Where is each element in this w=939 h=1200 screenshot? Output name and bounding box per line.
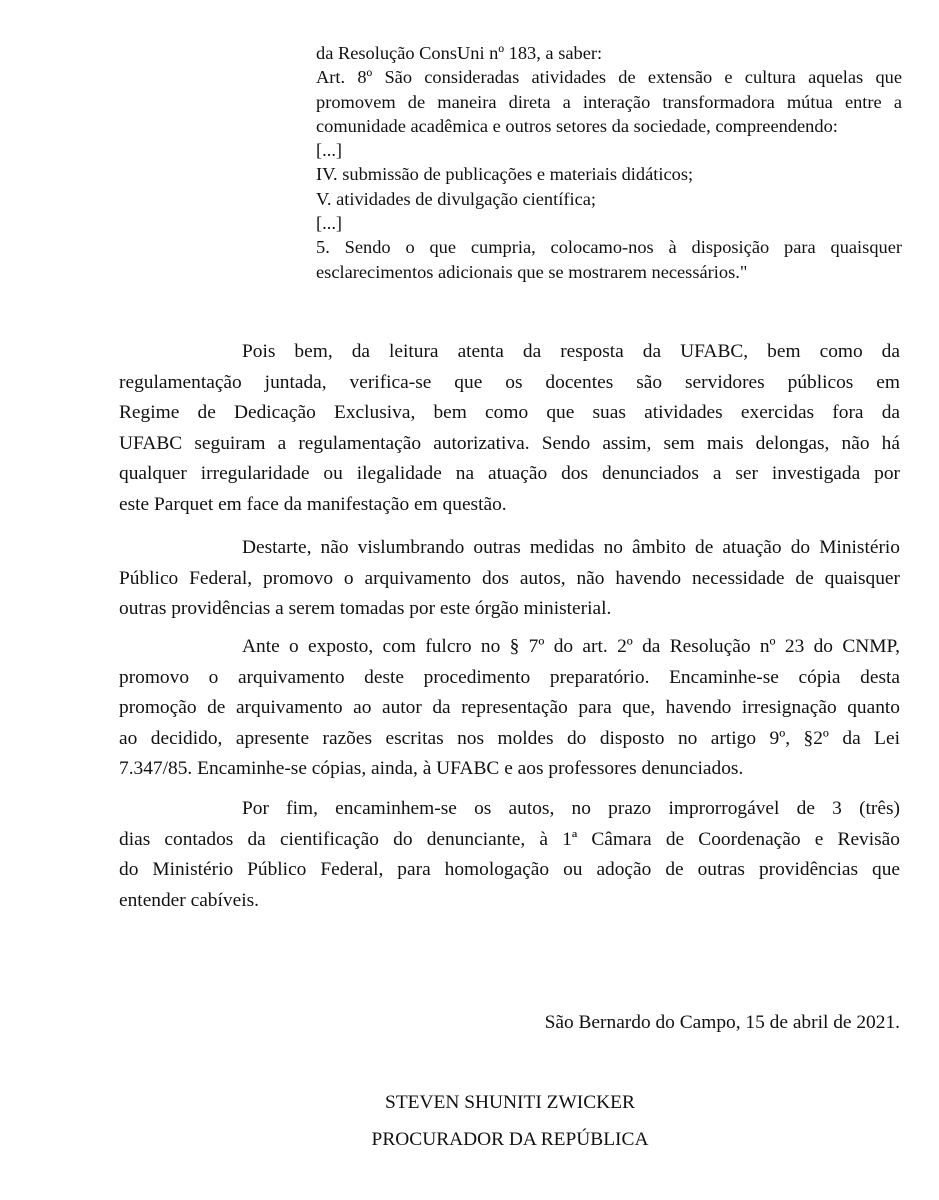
paragraph-line: promoção de arquivamento ao autor da representação para que, havendo irresignação quanto — [119, 697, 900, 718]
paragraph-line: Público Federal, promovo o arquivamento dos autos, não havendo necessidade de quaisquer — [119, 567, 900, 589]
signer-name: STEVEN SHUNITI ZWICKER — [385, 1092, 635, 1113]
signer-title: PROCURADOR DA REPÚBLICA — [371, 1129, 649, 1150]
paragraph-line: Por fim, encaminhem-se os autos, no prazo improrrogável de 3 (três) — [242, 798, 900, 819]
quote-line: 5. Sendo o que cumpria, colocamo-nos à disposição para quaisquer — [316, 237, 902, 258]
quote-line: Art. 8º São consideradas atividades de extensão e cultura aquelas que — [316, 67, 902, 88]
paragraph-destarte — [119, 533, 900, 625]
paragraph-por-fim — [119, 794, 900, 916]
paragraph-line: Regime de Dedicação Exclusiva, bem como que suas atividades exercidas fora da — [119, 402, 900, 423]
quote-line: V. atividades de divulgação científica; — [316, 188, 597, 209]
paragraph-line: ao decidido, apresente razões escritas nos moldes do disposto no artigo 9º, §2º da Lei — [119, 727, 900, 749]
paragraph-line: outras providências a serem tomadas por este órgão ministerial. — [119, 598, 612, 619]
paragraph-line: Ante o exposto, com fulcro no § 7º do art. 2º da Resolução nº 23 do CNMP, — [242, 636, 900, 657]
quote-line: [...] — [316, 213, 343, 234]
paragraph-line: Pois bem, da leitura atenta da resposta da UFABC, bem como da — [242, 341, 900, 362]
quote-line: [...] — [316, 140, 343, 161]
quote-line: promovem de maneira direta a interação transformadora mútua entre a — [316, 91, 902, 112]
paragraph-line: UFABC seguiram a regulamentação autorizativa. Sendo assim, sem mais delongas, não há — [119, 432, 900, 454]
paragraph-line: qualquer irregularidade ou ilegalidade na atuação dos denunciados a ser investigada por — [119, 463, 900, 484]
quoted-block — [316, 41, 902, 284]
paragraph-line: dias contados da cientificação do denunciante, à 1ª Câmara de Coordenação e Revisão — [119, 828, 900, 850]
quote-line: comunidade acadêmica e outros setores da sociedade, compreendendo: — [316, 115, 838, 136]
quote-line: IV. submissão de publicações e materiais didáticos; — [316, 164, 694, 185]
paragraph-ante-o-exposto — [119, 632, 900, 785]
quote-line: da Resolução ConsUni nº 183, a saber: — [316, 43, 603, 63]
paragraph-line: entender cabíveis. — [119, 889, 259, 911]
date-line: São Bernardo do Campo, 15 de abril de 2021. — [544, 1012, 900, 1033]
quote-line: esclarecimentos adicionais que se mostrarem necessários." — [316, 261, 748, 282]
paragraph-line: regulamentação juntada, verifica-se que os docentes são servidores públicos em — [119, 371, 900, 393]
paragraph-line: promovo o arquivamento deste procedimento preparatório. Encaminhe-se cópia desta — [119, 666, 900, 688]
paragraph-line: este Parquet em face da manifestação em questão. — [119, 493, 507, 515]
paragraph-analysis — [119, 337, 900, 520]
paragraph-line: 7.347/85. Encaminhe-se cópias, ainda, à UFABC e aos professores denunciados. — [119, 758, 744, 779]
paragraph-line: do Ministério Público Federal, para homologação ou adoção de outras providências que — [119, 859, 900, 880]
paragraph-line: Destarte, não vislumbrando outras medidas no âmbito de atuação do Ministério — [242, 537, 900, 558]
